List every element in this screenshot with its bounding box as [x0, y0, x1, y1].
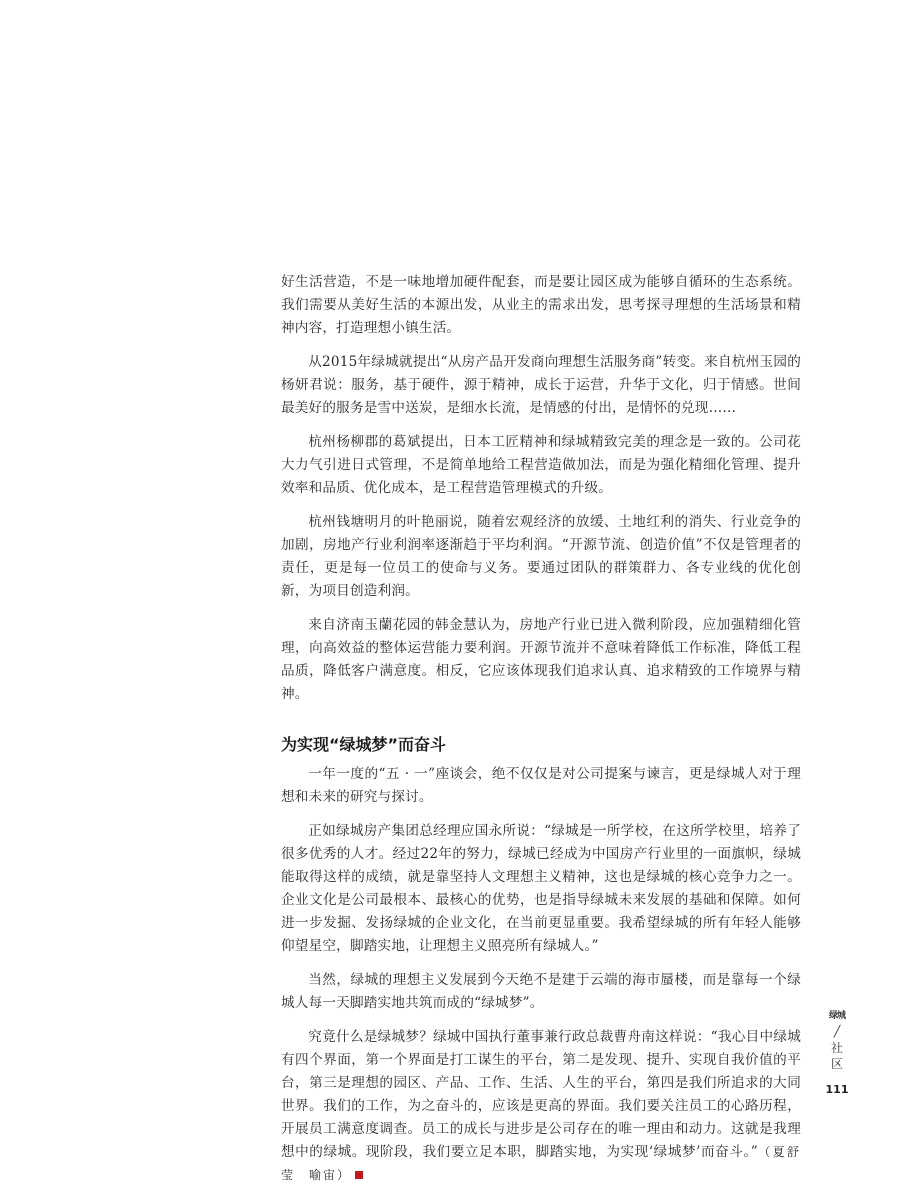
paragraph: 杭州杨柳郡的葛斌提出，日本工匠精神和绿城精致完美的理念是一致的。公司花大力气引进日式管理，不是简单地给工程营造做加法，而是为强化精细化管理、提升效率和品质、优化成本，是工程营造管理模式的升级。: [281, 434, 801, 496]
last-paragraph: [281, 1026, 801, 1187]
last-paragraph-text: 究竟什么是绿城梦？绿城中国执行董事兼行政总裁曹舟南这样说：“我心目中绿城有四个界面，第一个界面是打工谋生的平台，第二是发现、提升、实现自我价值的平台，第三是理想的园区、产品、工作、生活、人生的平台，第四是我们所追求的大同世界。我们的工作，为之奋斗的，应该是更高的界面。我们要关注员工的心路历程，开展员工满意度调查。员工的成长与进步是公司存在的唯一理由和动力。这就是我理想中的绿城。现阶段，我们要立足本职，脚踏实地，为实现‘绿城梦’而奋斗。”: [281, 1029, 801, 1160]
paragraph: 好生活营造，不是一味地增加硬件配套，而是要让园区成为能够自循环的生态系统。我们需要从美好生活的本源出发，从业主的需求出发，思考探寻理想的生活场景和精神内容，打造理想小镇生活。: [281, 274, 801, 336]
paragraph: 杭州钱塘明月的叶艳丽说，随着宏观经济的放缓、土地红利的消失、行业竞争的加剧，房地产行业利润率逐渐趋于平均利润。“开源节流、创造价值”不仅是管理者的责任，更是每一位员工的使命与义务。要通过团队的群策群力、各专业线的优化创新，为项目创造利润。: [281, 514, 801, 599]
paragraph: 来自济南玉蘭花园的韩金慧认为，房地产行业已进入微利阶段，应加强精细化管理，向高效益的整体运营能力要利润。开源节流并不意味着降低工作标准，降低工程品质，降低客户满意度。相反，它应该体现我们追求认真、追求精致的工作境界与精神。: [281, 617, 801, 702]
paragraph: 从2015年绿城就提出“从房产品开发商向理想生活服务商”转变。来自杭州玉园的杨妍君说：服务，基于硬件，源于精神，成长于运营，升华于文化，归于情感。世间最美好的服务是雪中送炭，是细水长流，是情感的付出，是情怀的兑现……: [281, 354, 801, 416]
paragraph: 正如绿城房产集团总经理应国永所说：“绿城是一所学校，在这所学校里，培养了很多优秀的人才。经过22年的努力，绿城已经成为中国房产行业里的一面旗帜，绿城能取得这样的成绩，就是靠坚持人文理想主义精神，这也是绿城的核心竞争力之一。企业文化是公司最根本、最核心的优势，也是指导绿城未来发展的基础和保障。如何进一步发掘、发扬绿城的企业文化，在当前更显重要。我希望绿城的所有年轻人能够仰望星空，脚踏实地，让理想主义照亮所有绿城人。”: [281, 823, 801, 954]
section-heading: 为实现“绿城梦”而奋斗: [281, 735, 447, 754]
paragraph: 当然，绿城的理想主义发展到今天绝不是建于云端的海市蜃楼，而是靠每一个绿城人每一天脚踏实地共筑而成的“绿城梦”。: [281, 972, 801, 1011]
end-mark-icon: [355, 1171, 363, 1179]
section-label: [829, 1008, 845, 1072]
magazine-mark: 绿城: [829, 1011, 846, 1021]
author-byline: （夏舒莹 喻宙）: [281, 1145, 801, 1182]
article-body: [281, 271, 801, 1198]
page-number: 111: [825, 1083, 849, 1096]
paragraph: 一年一度的“五 · 一”座谈会，绝不仅仅是对公司提案与谏言，更是绿城人对于理想和未来的研究与探讨。: [281, 766, 801, 805]
section-name: 社区: [830, 1041, 843, 1071]
section-separator: ╱: [833, 1025, 841, 1038]
